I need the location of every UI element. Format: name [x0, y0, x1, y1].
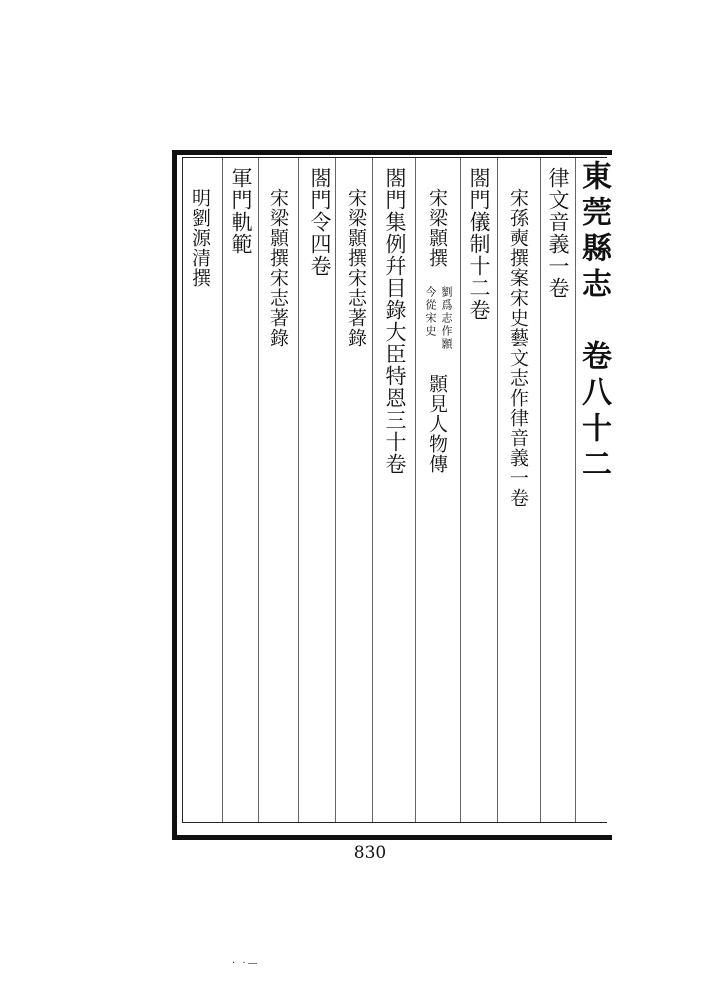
- entry-author-cont: 顥見人物傳: [426, 374, 448, 474]
- entry-title: 閤門儀制十二卷: [467, 167, 491, 321]
- column-rule: [335, 158, 336, 822]
- book-header: 東莞縣志 卷八十二: [576, 160, 611, 484]
- entry-title: 閤門令四卷: [308, 167, 332, 277]
- entry-note: 宋梁顥撰宋志著錄: [345, 188, 367, 348]
- annotation-left: 今從宋史: [424, 286, 437, 338]
- annotation-right: 劉爲志作顥: [440, 286, 453, 351]
- column-rule: [575, 158, 576, 822]
- column-rule: [415, 158, 416, 822]
- entry-author: 宋梁顥撰: [426, 188, 448, 268]
- entry-note: 明劉源清撰: [189, 188, 211, 288]
- entry-title: 律文音義一卷: [546, 167, 570, 299]
- entry-title: 軍門軌範: [229, 167, 253, 255]
- frame-inner-line: [182, 157, 183, 823]
- scan-specks: · ·—: [232, 958, 260, 969]
- frame-inner-line: [182, 157, 607, 158]
- column-rule: [298, 158, 299, 822]
- entry-note: 宋梁顥撰宋志著錄: [267, 188, 289, 348]
- column-rule: [460, 158, 461, 822]
- column-rule: [258, 158, 259, 822]
- column-rule: [222, 158, 223, 822]
- column-rule: [497, 158, 498, 822]
- frame-inner-line: [182, 822, 607, 823]
- entry-note: 宋孫奭撰案宋史藝文志作律音義一卷: [507, 188, 529, 508]
- column-rule: [540, 158, 541, 822]
- entry-title: 閤門集例幷目錄大臣特恩三十卷: [383, 167, 407, 475]
- page-number: 830: [353, 843, 387, 863]
- column-rule: [372, 158, 373, 822]
